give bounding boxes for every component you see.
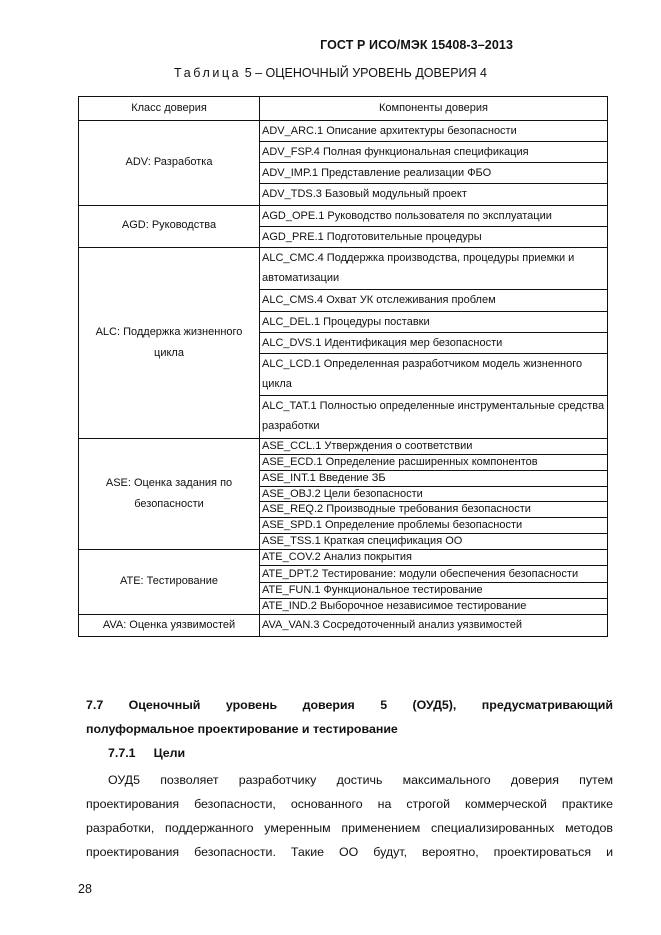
class-cell-agd: AGD: Руководства [79,205,260,247]
table-header-row [79,97,608,121]
component-cell: ALC_DEL.1 Процедуры поставки [260,311,608,332]
component-cell: ALC_TAT.1 Полностью определенные инструментальные средства разработки [260,396,608,439]
section-heading-line2: полуформальное проектирование и тестирование [86,722,398,736]
header-components: Компоненты доверия [260,97,608,121]
component-cell: ASE_ECD.1 Определение расширенных компонентов [260,454,608,470]
component-cell: AGD_PRE.1 Подготовительные процедуры [260,226,608,247]
component-cell: ALC_LCD.1 Определенная разработчиком модель жизненного цикла [260,353,608,396]
table-row [79,549,608,565]
table-row [79,614,608,636]
table-row [79,205,608,226]
table-row [79,121,608,142]
component-cell: ADV_TDS.3 Базовый модульный проект [260,184,608,205]
component-cell: AVA_VAN.3 Сосредоточенный анализ уязвимостей [260,614,608,636]
component-cell: ASE_CCL.1 Утверждения о соответствии [260,439,608,455]
component-cell: ALC_CMC.4 Поддержка производства, процедуры приемки и автоматизации [260,247,608,290]
subsection-number: 7.7.1 [108,746,136,760]
subsection-heading [86,741,613,765]
component-cell: ASE_INT.1 Введение ЗБ [260,470,608,486]
component-cell: ALC_DVS.1 Идентификация мер безопасности [260,332,608,353]
component-cell: AGD_OPE.1 Руководство пользователя по эксплуатации [260,205,608,226]
class-cell-ase: ASE: Оценка задания по безопасности [79,439,260,550]
component-cell: ATE_FUN.1 Функциональное тестирование [260,583,608,599]
component-cell: ATE_DPT.2 Тестирование: модули обеспечения безопасности [260,565,608,582]
paragraph-line: проектирования безопасности, основанного на строгой коммерческой практике [86,797,613,811]
component-cell: ADV_ARC.1 Описание архитектуры безопасности [260,121,608,142]
paragraph-line: ОУД5 позволяет разработчику достичь максимального доверия путем [108,773,613,787]
component-cell: ATE_COV.2 Анализ покрытия [260,549,608,565]
section-heading-line1: 7.7 Оценочный уровень доверия 5 (ОУД5), предусматривающий [86,698,613,712]
table-row [79,247,608,290]
standard-designation: ГОСТ Р ИСО/МЭК 15408-3–2013 [320,38,513,52]
table-row [79,439,608,455]
paragraph-line: проектирования безопасности. Такие ОО будут, вероятно, проектироваться и [86,845,613,859]
section-heading [86,693,613,741]
class-cell-adv: ADV: Разработка [79,121,260,206]
class-cell-ava: AVA: Оценка уязвимостей [79,614,260,636]
class-cell-ate: ATE: Тестирование [79,549,260,614]
assurance-table [78,96,608,637]
component-cell: ADV_IMP.1 Представление реализации ФБО [260,163,608,184]
component-cell: ATE_IND.2 Выборочное независимое тестирование [260,598,608,614]
component-cell: ASE_TSS.1 Краткая спецификация ОО [260,534,608,550]
body-paragraph [86,768,613,864]
paragraph-line: разработки, поддержанного умеренным применением специализированных методов [86,821,613,835]
subsection-title: Цели [153,746,186,760]
caption-prefix: Таблица [174,66,242,80]
component-cell: ALC_CMS.4 Охват УК отслеживания проблем [260,290,608,311]
component-cell: ASE_OBJ.2 Цели безопасности [260,486,608,502]
caption-title: 5 – ОЦЕНОЧНЫЙ УРОВЕНЬ ДОВЕРИЯ 4 [241,66,487,80]
component-cell: ASE_REQ.2 Производные требования безопасности [260,502,608,518]
table-caption [0,66,661,80]
header-class: Класс доверия [79,97,260,121]
component-cell: ASE_SPD.1 Определение проблемы безопасности [260,518,608,534]
page-number: 28 [78,882,92,896]
class-cell-alc: ALC: Поддержка жизненного цикла [79,247,260,438]
component-cell: ADV_FSP.4 Полная функциональная спецификация [260,142,608,163]
